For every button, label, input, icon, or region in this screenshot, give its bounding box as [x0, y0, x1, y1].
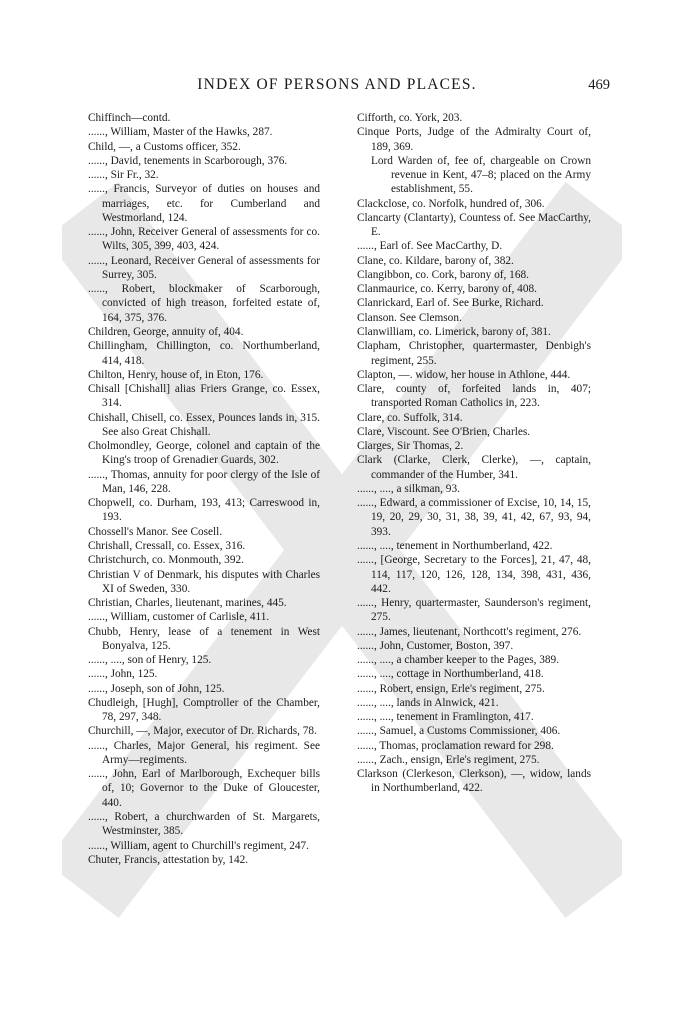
index-entry: Chilton, Henry, house of, in Eton, 176.: [88, 368, 264, 381]
index-entry: Clare, co. Suffolk, 314.: [357, 411, 463, 424]
index-entry: Clangibbon, co. Cork, barony of, 168.: [357, 268, 529, 281]
index-entry: Clackclose, co. Norfolk, hundred of, 306.: [357, 197, 545, 210]
index-entry: ......, John, Earl of Marlborough, Exchequer bills of, 10; Governor to the Duke of Gloucester, 440.: [88, 768, 320, 809]
index-entry: ......, William, customer of Carlisle, 411.: [88, 611, 270, 624]
page-header: [0, 76, 674, 100]
index-entry: Chossell's Manor. See Cosell.: [88, 525, 223, 538]
index-entry: Clanmaurice, co. Kerry, barony of, 408.: [357, 283, 537, 296]
index-entry: Christian V of Denmark, his disputes with Charles XI of Sweden, 330.: [88, 568, 320, 595]
index-entry: ......, Earl of. See MacCarthy, D.: [357, 240, 503, 253]
index-entry: Chuter, Francis, attestation by, 142.: [88, 853, 249, 866]
index-entry: Clanwilliam, co. Limerick, barony of, 381.: [357, 325, 551, 338]
index-entry: Christchurch, co. Monmouth, 392.: [88, 554, 244, 567]
index-entry: ......, John, Receiver General of assessments for co. Wilts, 305, 399, 403, 424.: [88, 226, 320, 253]
index-entry: ......, Sir Fr., 32.: [88, 169, 159, 182]
index-entry: ......, ...., cottage in Northumberland, 418.: [357, 668, 544, 681]
index-entry: Clapton, —. widow, her house in Athlone, 444.: [357, 368, 571, 381]
index-entry: ......, ...., a chamber keeper to the Pages, 389.: [357, 654, 560, 667]
index-entry: ......, ...., tenement in Northumberland, 422.: [357, 539, 553, 552]
index-entry: Chrishall, Cressall, co. Essex, 316.: [88, 539, 246, 552]
index-entry: Cholmondley, George, colonel and captain of the King's troop of Grenadier Guards, 302.: [88, 440, 320, 467]
index-subentry: Lord Warden of, fee of, chargeable on Crown revenue in Kent, 47–8; placed on the Army establishment, 55.: [371, 154, 591, 196]
index-entry: Clapham, Christopher, quartermaster, Denbigh's regiment, 255.: [357, 340, 591, 367]
index-entry: Child, —, a Customs officer, 352.: [88, 140, 241, 153]
index-column-right: [357, 111, 591, 796]
index-entry: ......, Robert, ensign, Erle's regiment, 275.: [357, 682, 545, 695]
index-entry: Chishall, Chisell, co. Essex, Pounces lands in, 315. See also Great Chishall.: [88, 411, 320, 438]
index-entry: Clark (Clarke, Clerk, Clerke), —, captain, commander of the Humber, 341.: [357, 454, 591, 481]
index-entry: Clare, county of, forfeited lands in, 407; transported Roman Catholics in, 223.: [357, 383, 591, 410]
index-entry: Chiffinch—contd.: [88, 112, 171, 124]
index-entry: ......, ...., a silkman, 93.: [357, 482, 460, 495]
index-entry: ......, Leonard, Receiver General of assessments for Surrey, 305.: [88, 254, 320, 281]
index-entry: Chudleigh, [Hugh], Comptroller of the Chamber, 78, 297, 348.: [88, 696, 320, 724]
index-entry: Cinque Ports, Judge of the Admiralty Court of, 189, 369.: [357, 126, 591, 153]
index-entry: ......, ...., lands in Alnwick, 421.: [357, 696, 499, 709]
index-entry: Chisall [Chishall] alias Friers Grange, co. Essex, 314.: [88, 383, 320, 410]
index-entry: ......, Edward, a commissioner of Excise, 10, 14, 15, 19, 20, 29, 30, 31, 38, 39, 41, 42, 67, 93, 94, 393.: [357, 497, 591, 538]
index-entry: ......, [George, Secretary to the Forces], 21, 47, 48, 114, 117, 120, 126, 128, 134, 398, 431, 436, 442.: [357, 554, 591, 595]
index-entry: ......, Joseph, son of John, 125.: [88, 682, 225, 695]
index-entry: Chubb, Henry, lease of a tenement in West Bonyalva, 125.: [88, 625, 320, 652]
index-entry: ......, John, Customer, Boston, 397.: [357, 639, 514, 652]
index-entry: ......, Thomas, proclamation reward for 298.: [357, 739, 554, 752]
index-entry: Cifforth, co. York, 203.: [357, 112, 463, 124]
index-entry: ......, David, tenements in Scarborough, 376.: [88, 154, 288, 167]
index-entry: Churchill, —, Major, executor of Dr. Richards, 78.: [88, 725, 317, 738]
index-entry: Clarkson (Clerkeson, Clerkson), —, widow, lands in Northumberland, 422.: [357, 768, 591, 795]
index-entry: ......, Zach., ensign, Erle's regiment, 275.: [357, 753, 540, 766]
index-column-left: [88, 111, 320, 867]
index-entry: ......, Samuel, a Customs Commissioner, 406.: [357, 725, 561, 738]
index-entry: Clarges, Sir Thomas, 2.: [357, 440, 464, 453]
index-entry: ......, ...., son of Henry, 125.: [88, 654, 212, 667]
index-entry: Clare, Viscount. See O'Brien, Charles.: [357, 425, 531, 438]
index-entry: ......, Robert, blockmaker of Scarborough, convicted of high treason, forfeited estate of, 164, 375, 376.: [88, 283, 320, 324]
index-entry: ......, ...., tenement in Framlington, 417.: [357, 711, 534, 724]
index-entry: ......, Thomas, annuity for poor clergy of the Isle of Man, 146, 228.: [88, 468, 320, 495]
index-entry: ......, Francis, Surveyor of duties on houses and marriages, etc. for Cumberland and Westmorland, 124.: [88, 183, 320, 224]
index-entry: ......, Charles, Major General, his regiment. See Army—regiments.: [88, 739, 320, 766]
index-entry: Clancarty (Clantarty), Countess of. See MacCarthy, E.: [357, 211, 591, 239]
index-entry: Clanrickard, Earl of. See Burke, Richard.: [357, 297, 544, 310]
index-entry: ......, William, agent to Churchill's regiment, 247.: [88, 839, 310, 852]
index-entry: ......, Henry, quartermaster, Saunderson's regiment, 275.: [357, 597, 591, 624]
index-entry: Chillingham, Chillington, co. Northumberland, 414, 418.: [88, 340, 320, 367]
index-entry: ......, James, lieutenant, Northcott's regiment, 276.: [357, 625, 582, 638]
index-entry: ......, John, 125.: [88, 668, 158, 681]
index-entry: Clanson. See Clemson.: [357, 311, 462, 324]
page-number: 469: [588, 77, 610, 93]
running-title: INDEX OF PERSONS AND PLACES.: [197, 76, 477, 93]
index-entry: Children, George, annuity of, 404.: [88, 325, 244, 338]
index-entry: Clane, co. Kildare, barony of, 382.: [357, 254, 514, 267]
index-entry: ......, Robert, a churchwarden of St. Margarets, Westminster, 385.: [88, 811, 320, 838]
index-entry: Christian, Charles, lieutenant, marines, 445.: [88, 597, 287, 610]
index-entry: ......, William, Master of the Hawks, 287.: [88, 126, 273, 139]
index-entry: Chopwell, co. Durham, 193, 413; Carreswood in, 193.: [88, 497, 320, 524]
